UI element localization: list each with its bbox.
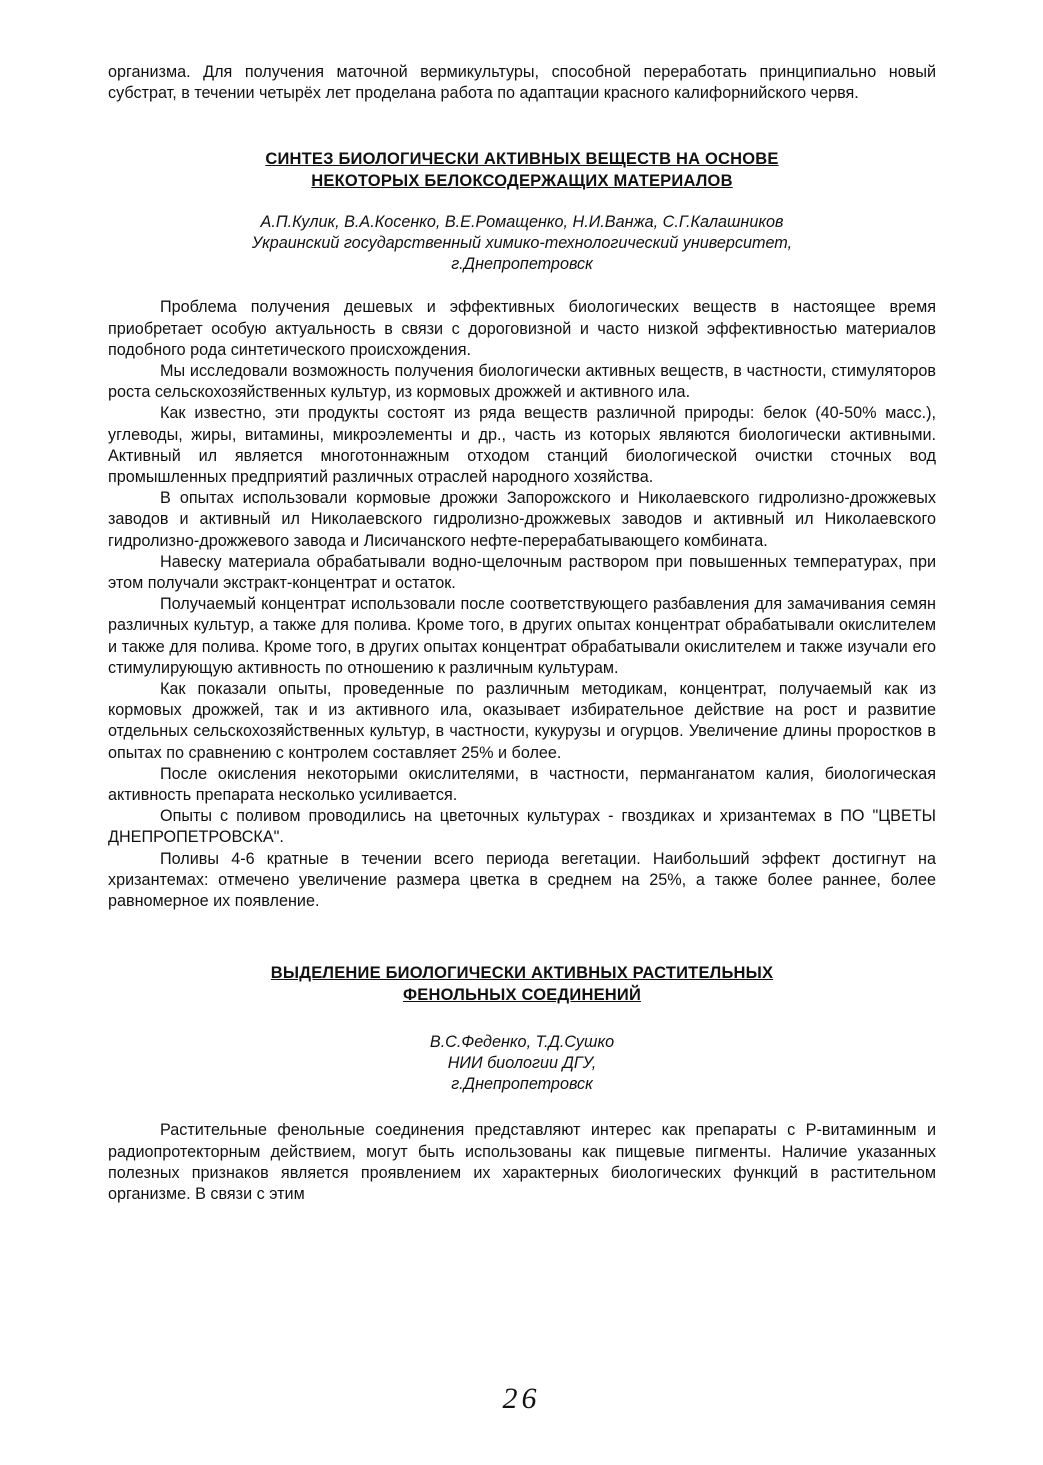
article1-title-line1: СИНТЕЗ БИОЛОГИЧЕСКИ АКТИВНЫХ ВЕЩЕСТВ НА ОСНОВЕ: [265, 150, 779, 169]
article2-affiliation: НИИ биологии ДГУ,: [447, 1054, 597, 1073]
article1-paragraph-10: Поливы 4-6 кратные в течении всего периода вегетации. Наибольший эффект достигнут на хризантемах: отмечено увеличение размера цветка в среднем на 25%, а также более раннее, более равномерное их появление.: [108, 849, 936, 911]
article1-affiliation: Украинский государственный химико-технологический университет,: [251, 234, 793, 253]
article2-title-line1: ВЫДЕЛЕНИЕ БИОЛОГИЧЕСКИ АКТИВНЫХ РАСТИТЕЛЬНЫХ: [270, 964, 774, 983]
article1-city: г.Днепропетровск: [451, 255, 593, 274]
article1-paragraph-1: Проблема получения дешевых и эффективных биологических веществ в настоящее время приобретает особую актуальность в связи с дороговизной и часто низкой эффективностью материалов подобного рода синтетического происхождения.: [108, 298, 936, 359]
article-phenolic: [108, 962, 936, 1205]
article1-authors: А.П.Кулик, В.А.Косенко, В.Е.Ромащенко, Н.И.Ванжа, С.Г.Калашников: [260, 213, 784, 232]
article1-paragraph-5: Навеску материала обрабатывали водно-щелочным раствором при повышенных температурах, при этом получали экстракт-концентрат и остаток.: [108, 552, 936, 593]
article1-paragraph-4: В опытах использовали кормовые дрожжи Запорожского и Николаевского гидролизно-дрожжевых заводов и активный ил Николаевского гидролизно-дрожжевых заводов и активный ил Николаевского гидролизно-дрожжевого завода и Лисичанского нефте-перерабатывающего комбината.: [108, 489, 936, 550]
article2-authors: В.С.Феденко, Т.Д.Сушко: [429, 1033, 615, 1052]
article1-title-line2: НЕКОТОРЫХ БЕЛОКСОДЕРЖАЩИХ МАТЕРИАЛОВ: [311, 172, 733, 191]
document-page: [108, 62, 936, 1205]
article1-paragraph-2: Мы исследовали возможность получения биологически активных веществ, в частности, стимуляторов роста сельскохозяйственных культур, из кормовых дрожжей и активного ила.: [108, 362, 936, 402]
article1-paragraph-3: Как известно, эти продукты состоят из ряда веществ различной природы: белок (40-50% масс.), углеводы, жиры, витамины, микроэлементы и др., часть из которых являются биологически активными. Активный ил является многотоннажным отходом станций биологической очистки сточных вод промышленных предприятий различных отраслей народного хозяйства.: [108, 404, 936, 487]
page-number: 26: [502, 1382, 541, 1415]
article-synthesis: [108, 148, 936, 912]
article2-title-line2: ФЕНОЛЬНЫХ СОЕДИНЕНИЙ: [402, 986, 642, 1005]
article1-paragraph-6: Получаемый концентрат использовали после соответствующего разбавления для замачивания семян различных культур, а также для полива. Кроме того, в других опытах концентрат обрабатывали окислителем и также для полива. Кроме того, в других опытах концентрат обрабатывали окислителем и также изучали его стимулирующую активность по отношению к различным культурам.: [108, 595, 936, 677]
article1-paragraph-7: Как показали опыты, проведенные по различным методикам, концентрат, получаемый как из кормовых дрожжей, так и из активного ила, оказывает избирательное действие на рост и развитие отдельных сельскохозяйственных культур, в частности, кукурузы и огурцов. Увеличение длины проростков в опытах по сравнению с контролем составляет 25% и более.: [108, 680, 936, 762]
article1-paragraph-9: Опыты с поливом проводились на цветочных культурах - гвоздиках и хризантемах в ПО "ЦВЕТЫ ДНЕПРОПЕТРОВСКА".: [108, 807, 936, 847]
intro-paragraph: организма. Для получения маточной вермикультуры, способной переработать принципиально новый субстрат, в течении четырёх лет проделана работа по адаптации красного калифорнийского червя.: [108, 63, 936, 103]
article2-paragraph-1: Растительные фенольные соединения представляют интерес как препараты с Р-витаминным и радиопротекторным действием, могут быть использованы как пищевые пигменты. Наличие указанных полезных признаков является проявлением их характерных биологических функций в растительном организме. В связи с этим: [108, 1121, 936, 1203]
article2-city: г.Днепропетровск: [451, 1075, 593, 1094]
article1-paragraph-8: После окисления некоторыми окислителями, в частности, перманганатом калия, биологическая активность препарата несколько усиливается.: [108, 764, 936, 805]
